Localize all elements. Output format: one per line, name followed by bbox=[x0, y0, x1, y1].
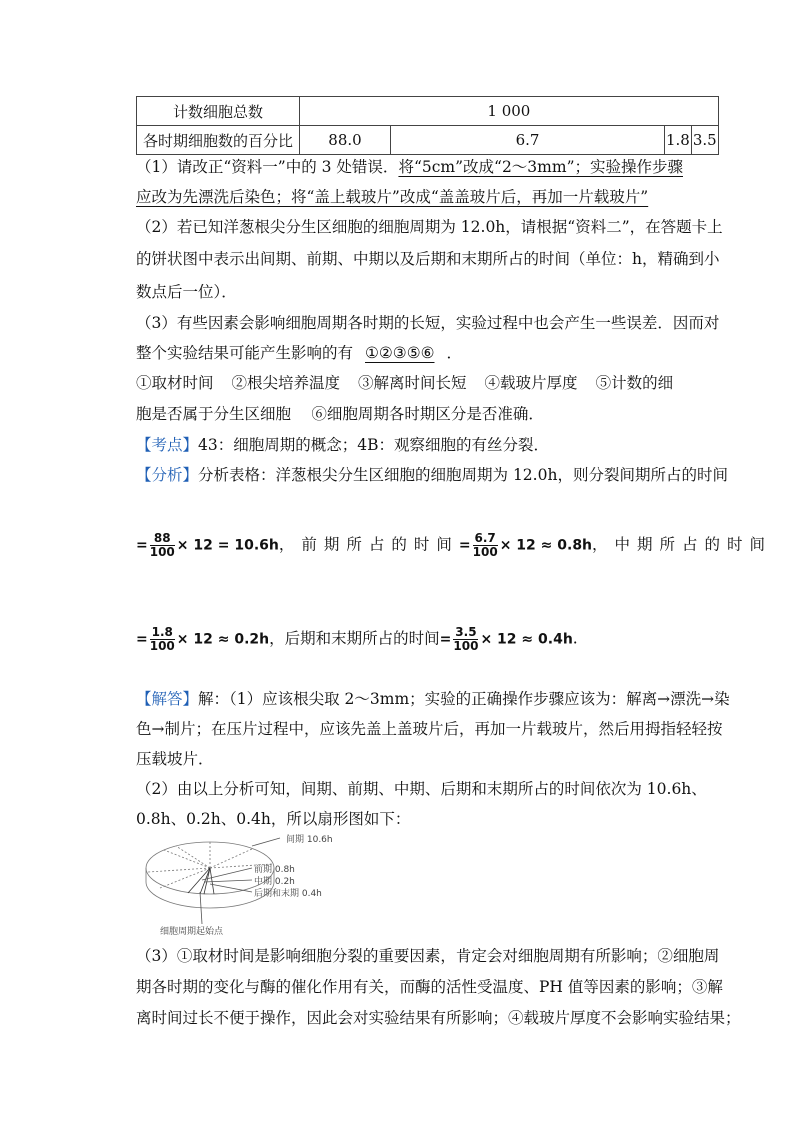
formula-line-2: = $\frac{1.8}{100}$ × 12 ≈ 0.2h，后期和末期所占的时间= $\frac{3.5}{100}$ × 12 ≈ 0.4h. bbox=[136, 625, 578, 653]
kaodian-tag: 【考点】 bbox=[136, 436, 199, 454]
fraction: $\frac{6.7}{100}$ bbox=[472, 531, 498, 559]
table-cell: 各时期细胞数的百分比 bbox=[137, 126, 300, 155]
fraction: $\frac{1.8}{100}$ bbox=[149, 625, 175, 653]
jieda-line5: 0.8h、0.2h、0.4h，所以扇形图如下： bbox=[136, 810, 411, 828]
formula-line-1: = $\frac{88}{100}$ × 12 = 10.6h，前期所占的时间= $\frac{6.7}{100}$ × 12 ≈ 0.8h，中期所占的时间 bbox=[136, 531, 773, 559]
jieda-line2: 色→制片；在压片过程中，应该先盖上盖玻片后，再加一片载玻片，然后用拇指轻轻按 bbox=[136, 720, 723, 738]
q2-line2: 的饼状图中表示出间期、前期、中期以及后期和末期所占的时间（单位：h，精确到小 bbox=[136, 250, 720, 268]
jieda-line4: （2）由以上分析可知，间期、前期、中期、后期和末期所占的时间依次为 10.6h、 bbox=[136, 780, 707, 798]
table-cell: 3.5 bbox=[691, 126, 718, 155]
answer-underline: ①②③⑤⑥ bbox=[365, 344, 435, 362]
q2-line1: （2）若已知洋葱根尖分生区细胞的细胞周期为 12.0h，请根据“资料二”，在答题卡上 bbox=[136, 218, 723, 236]
q3-line1: （3）有些因素会影响细胞周期各时期的长短，实验过程中也会产生一些误差．因而对 bbox=[136, 314, 720, 332]
kaodian-line: 【考点】43：细胞周期的概念；4B：观察细胞的有丝分裂． bbox=[136, 436, 549, 454]
jieda-line3: 压载坡片． bbox=[136, 750, 214, 768]
table-cell: 88.0 bbox=[300, 126, 391, 155]
jieda-line7: 期各时期的变化与酶的催化作用有关，而酶的活性受温度、PH 值等因素的影响；③解 bbox=[136, 978, 723, 996]
label-cycle-start: 细胞周期起始点 bbox=[160, 927, 224, 937]
table-row bbox=[137, 126, 719, 155]
table-row bbox=[137, 97, 719, 126]
fraction: $\frac{88}{100}$ bbox=[149, 531, 175, 559]
label-interphase: 间期 10.6h bbox=[286, 835, 333, 845]
table-cell: 计数细胞总数 bbox=[137, 97, 300, 126]
jieda-line1: 【解答】解：（1）应该根尖取 2～3mm；实验的正确操作步骤应该为：解离→漂洗→染 bbox=[136, 690, 730, 708]
answer-underline: 将“5cm”改成“2～3mm”；实验操作步骤 bbox=[398, 158, 683, 176]
q3-line2: 整个实验结果可能产生影响的有 ①②③⑤⑥ ． bbox=[136, 344, 463, 362]
fenxi-tag: 【分析】 bbox=[136, 466, 199, 484]
label-metaphase: 中期 0.2h bbox=[254, 877, 295, 887]
q1-line2: 应改为先漂洗后染色；将“盖上载玻片”改成“盖盖玻片后，再加一片载玻片” bbox=[136, 188, 649, 206]
label-anaphase-telophase: 后期和末期 0.4h bbox=[254, 889, 322, 899]
table-cell: 6.7 bbox=[391, 126, 665, 155]
data-table bbox=[136, 96, 719, 155]
q3-options: ①取材时间 ②根尖培养温度 ③解离时间长短 ④载玻片厚度 ⑤计数的细 bbox=[136, 374, 674, 392]
jieda-tag: 【解答】 bbox=[136, 690, 199, 708]
q1-line1: （1）请改正“资料一”中的 3 处错误．将“5cm”改成“2～3mm”；实验操作步骤 bbox=[136, 158, 683, 176]
table-cell: 1 000 bbox=[300, 97, 719, 126]
fenxi-line: 【分析】分析表格：洋葱根尖分生区细胞的细胞周期为 12.0h，则分裂间期所占的时间 bbox=[136, 466, 728, 484]
jieda-line6: （3）①取材时间是影响细胞分裂的重要因素，肯定会对细胞周期有所影响；②细胞周 bbox=[136, 947, 720, 965]
table-cell: 1.8 bbox=[665, 126, 692, 155]
label-prophase: 前期 0.8h bbox=[254, 865, 295, 875]
fraction: $\frac{3.5}{100}$ bbox=[453, 625, 479, 653]
jieda-line8: 离时间过长不便于操作，因此会对实验结果有所影响；④载玻片厚度不会影响实验结果； bbox=[136, 1009, 741, 1027]
q2-line3: 数点后一位）． bbox=[136, 283, 237, 301]
q3-line4: 胞是否属于分生区细胞 ⑥细胞周期各时期区分是否准确． bbox=[136, 405, 544, 423]
pie-figure bbox=[140, 828, 350, 938]
